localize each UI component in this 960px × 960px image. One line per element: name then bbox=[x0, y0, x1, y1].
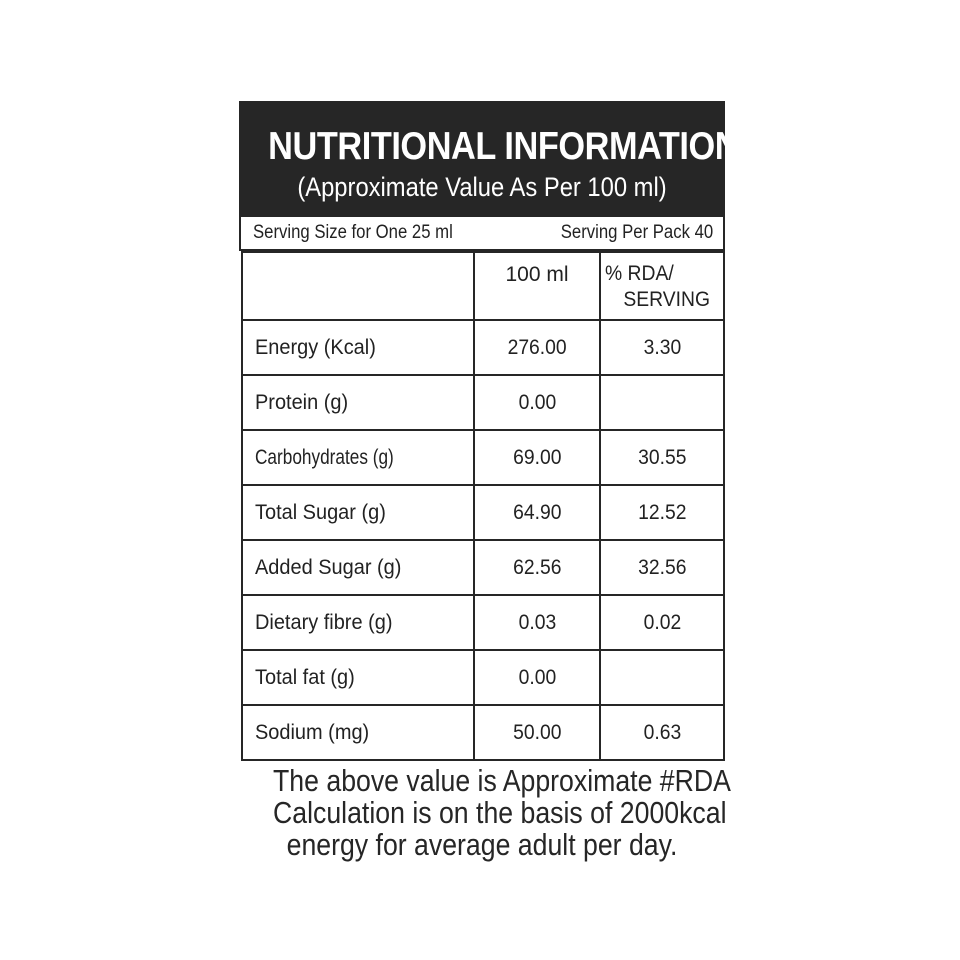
footnote bbox=[239, 763, 731, 862]
value-rda: 3.30 bbox=[600, 320, 724, 375]
rda-header-line1: % RDA/ bbox=[605, 262, 674, 285]
nutrition-label bbox=[239, 101, 740, 761]
empty-header-cell bbox=[242, 252, 474, 320]
label-title: NUTRITIONAL INFORMATION bbox=[268, 125, 740, 168]
value-per-100ml: 69.00 bbox=[474, 430, 600, 485]
table-row bbox=[242, 375, 724, 430]
column-header-rda bbox=[600, 252, 724, 320]
value-rda: 0.63 bbox=[600, 705, 724, 760]
table-row bbox=[242, 485, 724, 540]
nutrient-name: Energy (Kcal) bbox=[242, 320, 474, 375]
value-rda: 0.02 bbox=[600, 595, 724, 650]
table-row bbox=[242, 540, 724, 595]
table-row bbox=[242, 320, 724, 375]
table-row bbox=[242, 430, 724, 485]
footnote-line-1: The above value is Approximate #RDA bbox=[273, 763, 731, 798]
table-header-row bbox=[242, 252, 724, 320]
value-per-100ml: 64.90 bbox=[474, 485, 600, 540]
nutrition-table bbox=[241, 251, 725, 761]
value-per-100ml: 276.00 bbox=[474, 320, 600, 375]
table-row bbox=[242, 705, 724, 760]
serving-size: Serving Size for One 25 ml bbox=[253, 222, 453, 243]
value-per-100ml: 0.00 bbox=[474, 650, 600, 705]
nutrient-name: Sodium (mg) bbox=[242, 705, 474, 760]
value-rda: 12.52 bbox=[600, 485, 724, 540]
nutrient-name: Dietary fibre (g) bbox=[242, 595, 474, 650]
nutrient-name: Carbohydrates (g) bbox=[242, 430, 474, 485]
value-rda: 30.55 bbox=[600, 430, 724, 485]
value-per-100ml: 0.00 bbox=[474, 375, 600, 430]
value-per-100ml: 62.56 bbox=[474, 540, 600, 595]
value-rda: 32.56 bbox=[600, 540, 724, 595]
value-per-100ml: 50.00 bbox=[474, 705, 600, 760]
rda-header-line2: SERVING bbox=[623, 288, 711, 311]
label-subtitle: (Approximate Value As Per 100 ml) bbox=[297, 172, 667, 202]
table-row bbox=[242, 650, 724, 705]
nutrient-name: Protein (g) bbox=[242, 375, 474, 430]
value-per-100ml: 0.03 bbox=[474, 595, 600, 650]
value-rda bbox=[600, 375, 724, 430]
serving-info-row bbox=[239, 217, 725, 251]
footnote-line-2: Calculation is on the basis of 2000kcal bbox=[273, 795, 727, 830]
nutrient-name: Total Sugar (g) bbox=[242, 485, 474, 540]
footnote-line-3: energy for average adult per day. bbox=[286, 827, 678, 862]
nutrient-name: Added Sugar (g) bbox=[242, 540, 474, 595]
label-header bbox=[239, 101, 740, 217]
value-rda bbox=[600, 650, 724, 705]
table-row bbox=[242, 595, 724, 650]
nutrient-name: Total fat (g) bbox=[242, 650, 474, 705]
column-header-100ml: 100 ml bbox=[474, 252, 600, 320]
servings-per-pack: Serving Per Pack 40 bbox=[560, 222, 713, 243]
